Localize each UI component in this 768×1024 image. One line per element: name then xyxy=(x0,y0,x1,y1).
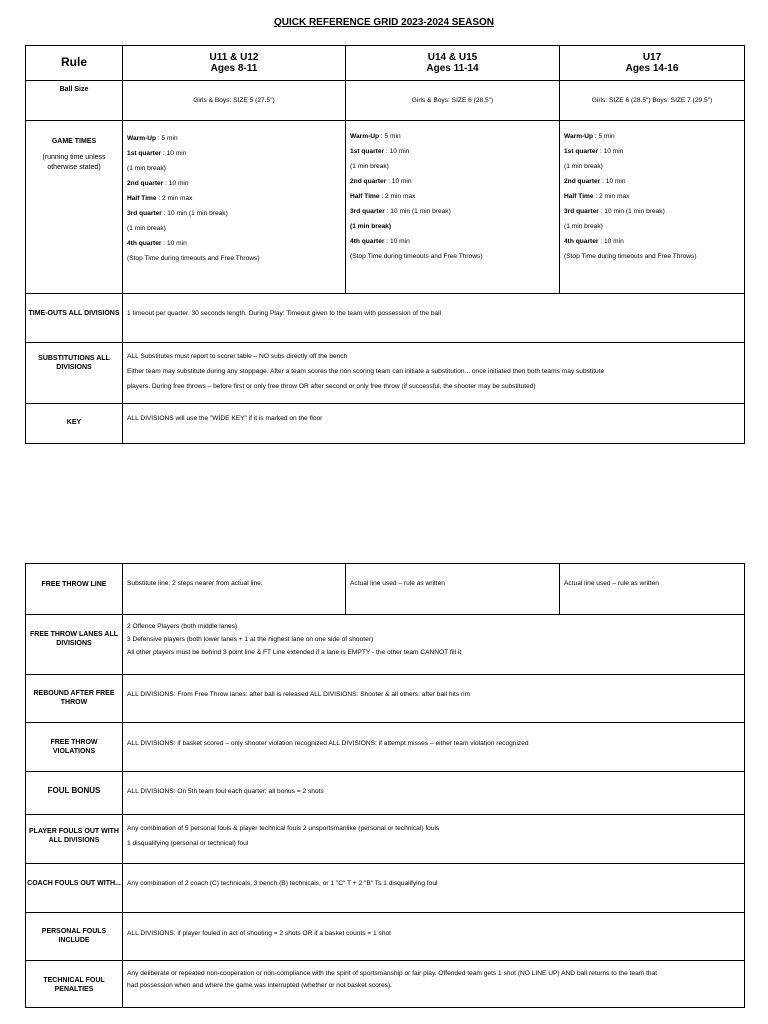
game-time-value: (Stop Time during timeouts and Free Throws) xyxy=(127,255,260,262)
label-free-throw-line: FREE THROW LINE xyxy=(26,564,123,615)
content-line: Any combination of 5 personal fouls & player technical fouls 2 unsportsmanlike (personal or technical) fouls xyxy=(127,825,440,832)
content-line: Either team may substitute during any stoppage. After a team scores the non scoring team can initiate a substitution... once initiated then both teams may substitute xyxy=(127,368,605,375)
row-player-fouls xyxy=(26,815,745,864)
game-time-line xyxy=(564,174,740,189)
ball-size-col1: Girls & Boys: SIZE 5 (27.5") xyxy=(123,81,346,121)
label-personal-fouls: PERSONAL FOULS INCLUDE xyxy=(26,913,123,961)
game-time-term: Warm-Up xyxy=(564,133,594,140)
game-times-col2 xyxy=(346,121,560,294)
game-time-value: : 10 min xyxy=(386,178,412,185)
game-time-value: : 10 min xyxy=(384,238,410,245)
content-line: All other players must be behind 3 point line & FT Line extended if a lane is EMPTY - the other team CANNOT fill it xyxy=(127,649,462,656)
content-line: Any deliberate or repeated non-cooperation or non-compliance with the spirit of sportsmanship or fair play. Offended team gets 1 shot (NO LINE UP) AND ball returns to the team that xyxy=(127,970,658,977)
label-player-fouls: PLAYER FOULS OUT WITH ALL DIVISIONS xyxy=(26,815,123,864)
game-time-value: : 10 min xyxy=(600,178,626,185)
game-time-term: 2nd quarter xyxy=(350,178,387,185)
content-line: Any combination of 2 coach (C) technicals, 3 bench (B) technicals, or 1 "C" T + 2 "B" Ts 1 disqualifying foul xyxy=(127,880,438,887)
ball-size-col3: Girls: SIZE 6 (28.5") Boys: SIZE 7 (29.5") xyxy=(560,81,745,121)
coach-fouls-content xyxy=(123,864,745,913)
game-time-line xyxy=(127,176,341,191)
content-line: 2 Offence Players (both middle lanes) xyxy=(127,623,238,630)
game-time-value: : 2 min max xyxy=(593,193,630,200)
game-time-line xyxy=(564,159,740,174)
game-time-term: 4th quarter xyxy=(127,240,162,247)
content-line: 3 Defensive players (both lower lanes + 1 at the highest lane on one side of shooter) xyxy=(127,636,374,643)
game-time-term: 1st quarter xyxy=(350,148,385,155)
game-time-term: 4th quarter xyxy=(350,238,385,245)
label-ball-size: Ball Size xyxy=(26,81,123,121)
game-time-line xyxy=(350,249,555,264)
label-key: KEY xyxy=(26,404,123,444)
content-line: ALL DIVISIONS: if player fouled in act of shooting = 2 shots OR if a basket counts = 1 shot xyxy=(127,930,392,937)
game-time-line xyxy=(127,236,341,251)
row-personal-fouls xyxy=(26,913,745,961)
game-time-term: 4th quarter xyxy=(564,238,599,245)
game-time-value: : 5 min xyxy=(156,135,178,142)
game-time-value: : 10 min (1 min break) xyxy=(384,208,451,215)
label-foul-bonus: FOUL BONUS xyxy=(26,772,123,815)
game-time-term: 3rd quarter xyxy=(127,210,162,217)
row-substitutions xyxy=(26,343,745,404)
game-time-line xyxy=(127,191,341,206)
game-time-line xyxy=(564,249,740,264)
game-time-term: Half Time xyxy=(350,193,380,200)
game-time-term: 2nd quarter xyxy=(564,178,601,185)
content-line: ALL DIVISIONS: if basket scored – only shooter violation recognized ALL DIVISIONS: if attempt misses – either team violation recognized xyxy=(127,740,529,747)
game-time-value: : 2 min max xyxy=(156,195,193,202)
header-row xyxy=(26,46,745,81)
game-time-line xyxy=(564,144,740,159)
label-game-times: GAME TIMES (running time unless otherwise stated) xyxy=(26,121,123,294)
game-time-term: Half Time xyxy=(127,195,157,202)
content-line: 1 timeout per quarter. 30 seconds length. During Play: Timeout given to the team with possession of the ball xyxy=(127,310,442,317)
row-ft-violations xyxy=(26,723,745,772)
row-key xyxy=(26,404,745,444)
game-time-line xyxy=(350,189,555,204)
rebound-content xyxy=(123,675,745,723)
content-line: ALL DIVISIONS will use the "WIDE KEY" if it is marked on the floor xyxy=(127,415,323,422)
game-time-term: 3rd quarter xyxy=(564,208,599,215)
free-throw-line-col3: Actual line used – rule as written xyxy=(560,564,745,615)
content-line: 1 disqualifying (personal or technical) foul xyxy=(127,840,249,847)
game-time-term: (1 min break) xyxy=(350,223,392,230)
game-time-line xyxy=(350,129,555,144)
game-time-value: : 10 min xyxy=(598,238,624,245)
game-time-line xyxy=(350,144,555,159)
game-time-line xyxy=(127,251,341,266)
content-line: ALL DIVISIONS: On 5th team foul each quarter; all bonus = 2 shots xyxy=(127,788,324,795)
game-time-term: 2nd quarter xyxy=(127,180,164,187)
game-time-value: (Stop Time during timeouts and Free Throws) xyxy=(564,253,697,260)
timeouts-content xyxy=(123,294,745,343)
row-game-times xyxy=(26,121,745,294)
row-foul-bonus xyxy=(26,772,745,815)
game-time-value: : 2 min max xyxy=(379,193,416,200)
key-content xyxy=(123,404,745,444)
row-rebound xyxy=(26,675,745,723)
game-time-value: : 10 min xyxy=(161,150,187,157)
game-time-term: 1st quarter xyxy=(127,150,162,157)
content-line: ALL DIVISIONS: From Free Throw lanes: after ball is released ALL DIVISIONS: Shooter & all others: after ball hits rim xyxy=(127,691,471,698)
personal-fouls-content xyxy=(123,913,745,961)
game-time-line xyxy=(350,174,555,189)
game-time-term: Warm-Up xyxy=(350,133,380,140)
ft-violations-content xyxy=(123,723,745,772)
game-time-term: 3rd quarter xyxy=(350,208,385,215)
game-time-line xyxy=(127,206,341,221)
label-rebound: REBOUND AFTER FREE THROW xyxy=(26,675,123,723)
header-rule: Rule xyxy=(26,46,123,81)
label-substitutions: SUBSTITUTIONS ALL DIVISIONS xyxy=(26,343,123,404)
game-time-line xyxy=(564,204,740,219)
game-time-term: 1st quarter xyxy=(564,148,599,155)
game-time-value: (Stop Time during timeouts and Free Throws) xyxy=(350,253,483,260)
header-col-u11-u12: U11 & U12 Ages 8-11 xyxy=(123,46,346,81)
player-fouls-content xyxy=(123,815,745,864)
game-time-value: (1 min break) xyxy=(127,225,166,232)
page-title: QUICK REFERENCE GRID 2023-2024 SEASON xyxy=(273,17,495,28)
row-technical-foul xyxy=(26,961,745,1008)
game-time-term: Warm-Up xyxy=(127,135,157,142)
reference-grid-bottom xyxy=(25,563,745,1008)
header-col-u14-u15: U14 & U15 Ages 11-14 xyxy=(346,46,560,81)
header-col-u17: U17 Ages 14-16 xyxy=(560,46,745,81)
row-timeouts xyxy=(26,294,745,343)
free-throw-line-col1: Substitute line: 2 steps nearer from actual line. xyxy=(123,564,346,615)
game-time-value: (1 min break) xyxy=(564,223,603,230)
game-time-line xyxy=(127,131,341,146)
game-time-line xyxy=(564,189,740,204)
free-throw-line-col2: Actual line used – rule as written xyxy=(346,564,560,615)
game-time-value: : 10 min xyxy=(161,240,187,247)
game-time-line xyxy=(350,219,555,234)
substitutions-content xyxy=(123,343,745,404)
game-time-line xyxy=(127,161,341,176)
label-free-throw-lanes: FREE THROW LANES ALL DIVISIONS xyxy=(26,615,123,675)
content-line: players. During free throws – before first or only free throw OR after second or only free throw (if successful, the shooter may be substituted) xyxy=(127,383,536,390)
game-time-value: : 5 min xyxy=(593,133,615,140)
content-line: had possession when and where the game was interrupted (whether or not basket scores). xyxy=(127,982,392,989)
game-time-value: : 10 min xyxy=(598,148,624,155)
game-time-value: : 10 min xyxy=(384,148,410,155)
game-time-line xyxy=(350,204,555,219)
row-free-throw-lanes xyxy=(26,615,745,675)
label-ft-violations: FREE THROW VIOLATIONS xyxy=(26,723,123,772)
game-time-value: (1 min break) xyxy=(127,165,166,172)
game-time-line xyxy=(350,234,555,249)
row-ball-size xyxy=(26,81,745,121)
foul-bonus-content xyxy=(123,772,745,815)
game-time-line xyxy=(564,129,740,144)
free-throw-lanes-content xyxy=(123,615,745,675)
game-time-value: : 10 min (1 min break) xyxy=(161,210,228,217)
game-time-line xyxy=(564,219,740,234)
game-time-value: (1 min break) xyxy=(350,163,389,170)
game-time-line xyxy=(127,221,341,236)
reference-grid-top xyxy=(25,45,745,444)
row-coach-fouls xyxy=(26,864,745,913)
ball-size-col2: Girls & Boys: SIZE 6 (28.5") xyxy=(346,81,560,121)
content-line: ALL Substitutes must report to scorer table – NO subs directly off the bench xyxy=(127,353,348,360)
game-time-value: : 5 min xyxy=(379,133,401,140)
label-timeouts: TIME-OUTS ALL DIVISIONS xyxy=(26,294,123,343)
game-times-col1 xyxy=(123,121,346,294)
game-time-line xyxy=(564,234,740,249)
game-time-term: Half Time xyxy=(564,193,594,200)
game-time-value: (1 min break) xyxy=(564,163,603,170)
game-times-col3 xyxy=(560,121,745,294)
game-time-line xyxy=(127,146,341,161)
label-technical-foul: TECHNICAL FOUL PENALTIES xyxy=(26,961,123,1008)
row-free-throw-line xyxy=(26,564,745,615)
label-coach-fouls: COACH FOULS OUT WITH... xyxy=(26,864,123,913)
game-time-value: : 10 min xyxy=(163,180,189,187)
game-time-value: : 10 min (1 min break) xyxy=(598,208,665,215)
game-time-line xyxy=(350,159,555,174)
technical-foul-content xyxy=(123,961,745,1008)
